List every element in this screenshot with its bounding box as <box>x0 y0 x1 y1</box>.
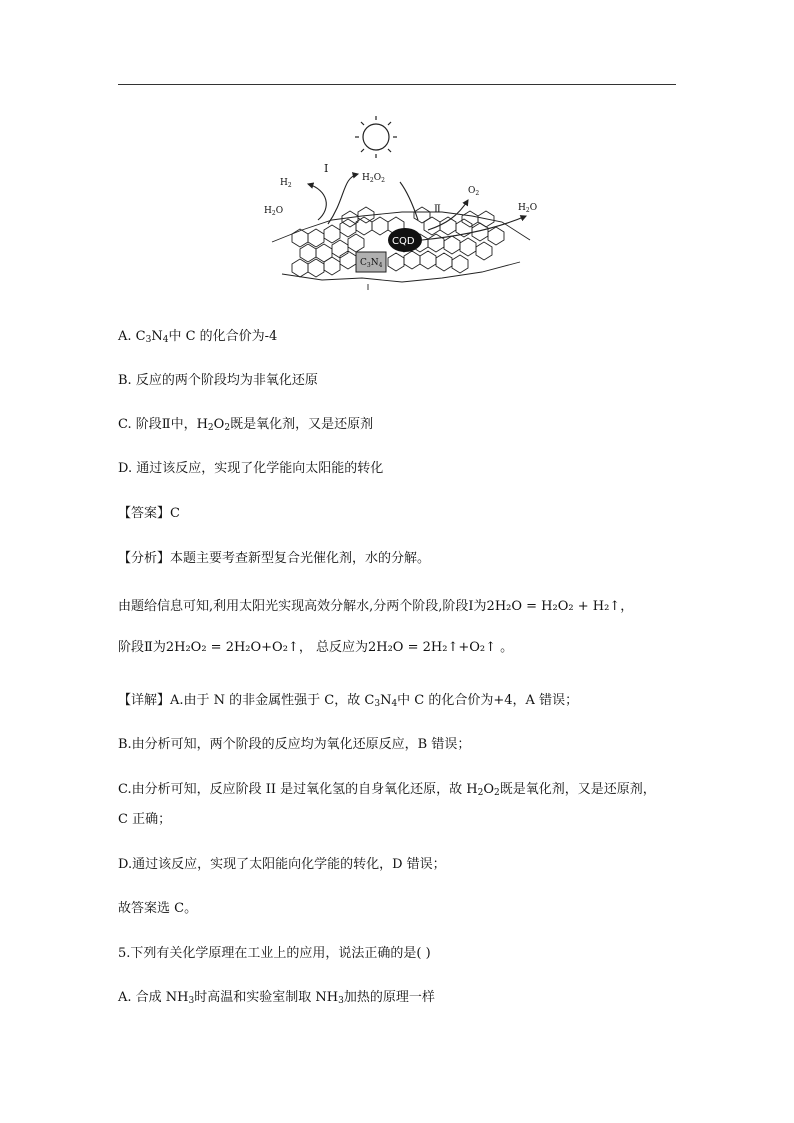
q4-option-a: A. $C_3N_4$中 C 的化合价为-4 <box>118 329 278 345</box>
q4-option-b: B. 反应的两个阶段均为非氧化还原 <box>118 373 318 388</box>
svg-text:C3N4: $C_3N_4$ <box>360 258 383 269</box>
detail-d: D.通过该反应，实现了太阳能向化学能的转化，D 错误； <box>118 857 446 872</box>
reaction-arrows <box>308 174 526 240</box>
h2-label: $H_2$ <box>280 178 292 189</box>
detail-a: 【详解】A.由于 N 的非金属性强于 C，故 $C_3N_4$中 C 的化合价为+4，A 错误； <box>118 693 579 709</box>
info-line-2: 阶段Ⅱ为2H₂O₂ = 2H₂O+O₂↑， 总反应为2H₂O = 2H₂↑+O₂↑ 。 <box>118 640 514 655</box>
q5-option-a: A. 合成 $NH_3$时高温和实验室制取 $NH_3$加热的原理一样 <box>118 990 435 1006</box>
conclusion: 故答案选 C。 <box>118 901 198 916</box>
h2o-left-label: $H_2O$ <box>264 206 284 217</box>
svg-text:CQD: CQD <box>392 236 415 247</box>
h2o2-label: $H_2O_2$ <box>362 173 385 184</box>
header-rule <box>118 84 676 85</box>
o2-label: $O_2$ <box>468 186 480 197</box>
detail-b: B.由分析可知，两个阶段的反应均为氧化还原反应，B 错误； <box>118 737 471 752</box>
cqd-particle <box>388 228 422 252</box>
h2o-right-label: $H_2O$ <box>518 203 538 214</box>
detail-c-line-1: C.由分析可知，反应阶段 II 是过氧化氢的自身氧化还原，故 $H_2O_2$既是氧化剂，又是还原剂， <box>118 782 656 798</box>
answer-line: 【答案】C <box>118 506 180 521</box>
stage-2-label: Ⅱ <box>434 204 441 215</box>
stage-1-label: I <box>324 162 329 175</box>
info-line-1: 由题给信息可知,利用太阳光实现高效分解水,分两个阶段,阶段Ⅰ为2H₂O = H₂O₂ + H₂↑， <box>118 599 634 614</box>
analysis-line: 【分析】本题主要考查新型复合光催化剂，水的分解。 <box>118 551 431 566</box>
q4-option-d: D. 通过该反应，实现了化学能向太阳能的转化 <box>118 461 384 476</box>
q5-stem: 5.下列有关化学原理在工业上的应用，说法正确的是( ) <box>118 946 431 961</box>
catalyst-diagram <box>262 112 542 292</box>
q4-option-c: C. 阶段Ⅱ中，$H_2O_2$既是氧化剂，又是还原剂 <box>118 417 374 433</box>
sun-icon <box>355 116 397 158</box>
c3n4-box <box>356 252 386 272</box>
detail-c-line-2: C 正确； <box>118 812 172 827</box>
